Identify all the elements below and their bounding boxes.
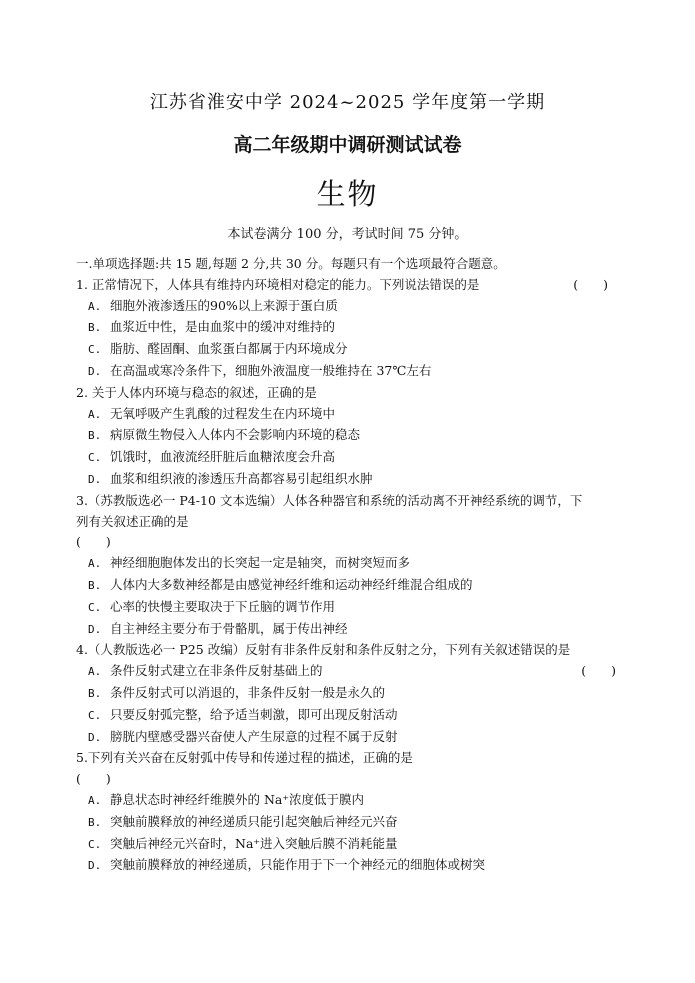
question-1-option-c bbox=[76, 339, 636, 361]
option-letter: C. bbox=[88, 600, 102, 614]
option-text: 膀胱内壁感受器兴奋使人产生尿意的过程不属于反射 bbox=[110, 728, 398, 744]
question-2-option-a bbox=[76, 404, 636, 426]
question-5-option-c bbox=[76, 834, 636, 856]
option-text: 血浆和组织液的渗透压升高都容易引起组织水肿 bbox=[110, 470, 373, 486]
question-section bbox=[76, 254, 636, 877]
question-4-option-a bbox=[76, 661, 636, 683]
option-letter: B. bbox=[88, 429, 102, 443]
option-text: 自主神经主要分布于骨骼肌，属于传出神经 bbox=[110, 620, 348, 636]
option-letter: B. bbox=[88, 321, 102, 335]
option-text: 病原微生物侵入人体内不会影响内环境的稳态 bbox=[110, 427, 361, 443]
question-3-option-b bbox=[76, 575, 636, 597]
exam-title: 高二年级期中调研测试试卷 bbox=[233, 134, 462, 156]
option-letter: B. bbox=[88, 815, 102, 829]
option-text: 心率的快慢主要取决于下丘脑的调节作用 bbox=[110, 598, 336, 614]
answer-paren: ( ) bbox=[76, 534, 111, 550]
option-text: 突触前膜释放的神经递质，只能作用于下一个神经元的细胞体或树突 bbox=[110, 857, 486, 873]
question-5-option-d bbox=[76, 855, 636, 877]
option-letter: A. bbox=[88, 557, 102, 571]
question-2-option-c bbox=[76, 447, 636, 469]
option-text: 血浆近中性，是由血浆中的缓冲对维持的 bbox=[110, 319, 336, 335]
option-letter: D. bbox=[88, 622, 102, 636]
option-letter: D. bbox=[88, 730, 102, 744]
option-letter: B. bbox=[88, 578, 102, 592]
option-text: 细胞外液渗透压的90%以上来源于蛋白质 bbox=[110, 297, 338, 313]
option-text: 人体内大多数神经都是由感觉神经纤维和运动神经纤维混合组成的 bbox=[110, 576, 473, 592]
option-text: 突触后神经元兴奋时，Na⁺进入突触后膜不消耗能量 bbox=[110, 835, 398, 851]
question-4-option-b bbox=[76, 683, 636, 705]
question-1-stem bbox=[76, 275, 636, 296]
answer-paren: ( ) bbox=[581, 663, 616, 679]
option-text: 条件反射式可以消退的，非条件反射一般是永久的 bbox=[110, 684, 386, 700]
question-2-option-d bbox=[76, 469, 636, 491]
subject-title: 生物 bbox=[316, 177, 379, 211]
option-text: 无氧呼吸产生乳酸的过程发生在内环境中 bbox=[110, 405, 336, 421]
option-letter: A. bbox=[88, 299, 102, 313]
question-3-option-a bbox=[76, 553, 636, 575]
question-2-option-b bbox=[76, 425, 636, 447]
question-1-option-d bbox=[76, 361, 636, 383]
option-letter: A. bbox=[88, 665, 102, 679]
question-4-option-d bbox=[76, 727, 636, 749]
option-letter: C. bbox=[88, 451, 102, 465]
school-title: 江苏省淮安中学 2024~2025 学年度第一学期 bbox=[149, 92, 546, 113]
question-stem-text: 1. 正常情况下，人体具有维持内环境相对稳定的能力。下列说法错误的是 bbox=[76, 276, 480, 292]
question-2-stem: 2. 关于人体内环境与稳态的叙述，正确的是 bbox=[76, 384, 317, 400]
question-1-option-b bbox=[76, 317, 636, 339]
option-text: 静息状态时神经纤维膜外的 Na⁺浓度低于膜内 bbox=[110, 791, 364, 807]
exam-note: 本试卷满分 100 分，考试时间 75 分钟。 bbox=[227, 227, 468, 242]
question-4-stem: 4.（人教版选必一 P25 改编）反射有非条件反射和条件反射之分，下列有关叙述错误的是 bbox=[76, 642, 571, 658]
answer-paren: ( ) bbox=[76, 771, 111, 787]
option-letter: A. bbox=[88, 407, 102, 421]
option-text: 条件反射式建立在非条件反射基础上的 bbox=[110, 663, 323, 679]
option-letter: C. bbox=[88, 837, 102, 851]
option-letter: D. bbox=[88, 472, 102, 486]
question-1-option-a bbox=[76, 296, 636, 318]
question-5-option-a bbox=[76, 790, 636, 812]
question-3-option-d bbox=[76, 619, 636, 641]
question-5-stem: 5.下列有关兴奋在反射弧中传导和传递过程的描述，正确的是 bbox=[76, 750, 413, 766]
option-text: 饥饿时，血液流经肝脏后血糖浓度会升高 bbox=[110, 449, 336, 465]
option-text: 脂肪、醛固酮、血浆蛋白都属于内环境成分 bbox=[110, 341, 348, 357]
question-3-option-c bbox=[76, 597, 636, 619]
answer-paren: ( ) bbox=[573, 276, 608, 292]
option-text: 突触前膜释放的神经递质只能引起突触后神经元兴奋 bbox=[110, 813, 398, 829]
option-text: 在高温或寒冷条件下，细胞外液温度一般维持在 37℃左右 bbox=[110, 362, 432, 378]
option-letter: A. bbox=[88, 793, 102, 807]
option-letter: D. bbox=[88, 364, 102, 378]
option-letter: B. bbox=[88, 686, 102, 700]
question-4-option-c bbox=[76, 705, 636, 727]
option-letter: D. bbox=[88, 859, 102, 873]
question-3-stem-line2: 列有关叙述正确的是 bbox=[76, 513, 189, 529]
option-letter: C. bbox=[88, 708, 102, 722]
option-text: 只要反射弧完整，给予适当刺激，即可出现反射活动 bbox=[110, 706, 398, 722]
question-5-option-b bbox=[76, 812, 636, 834]
section-heading: 一.单项选择题:共 15 题,每题 2 分,共 30 分。每题只有一个选项最符合题意。 bbox=[76, 256, 506, 271]
option-letter: C. bbox=[88, 343, 102, 357]
option-text: 神经细胞胞体发出的长突起一定是轴突，而树突短而多 bbox=[110, 555, 411, 571]
question-3-stem-line1: 3.（苏教版选必一 P4-10 文本选编）人体各种器官和系统的活动离不开神经系统的调节，下 bbox=[76, 492, 583, 508]
